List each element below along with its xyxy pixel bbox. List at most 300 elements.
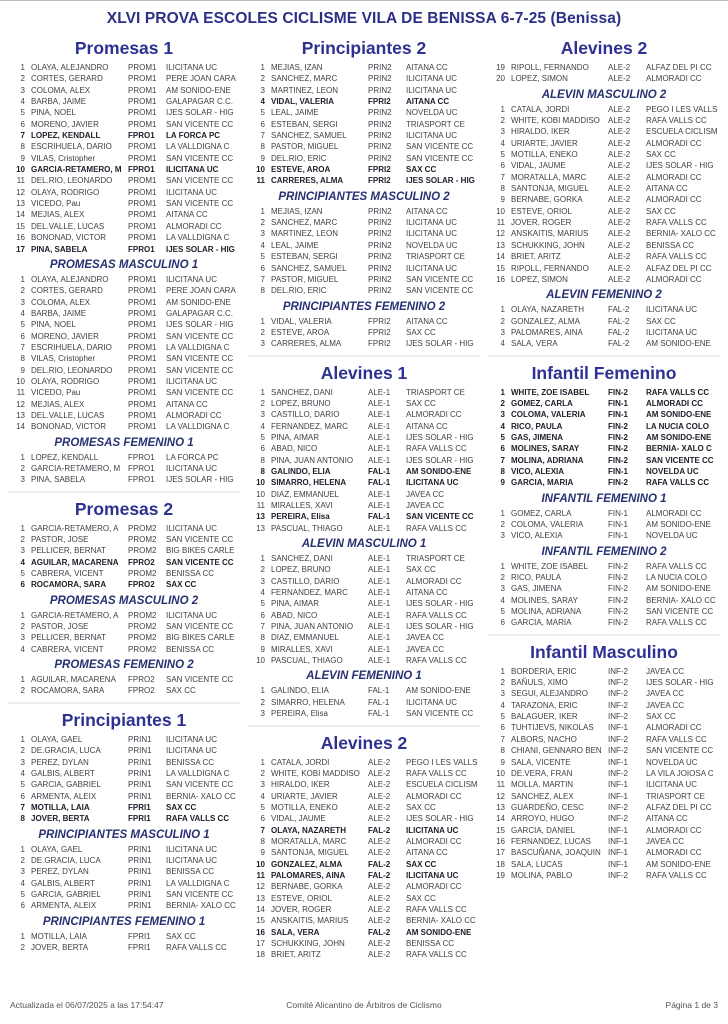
rider-name: MEJIAS, IZAN [271,206,323,216]
rider-name: HIRALDO, IKER [511,127,570,137]
rider-category: ALE-2 [608,127,631,137]
rider-club: ALMORADI CC [166,410,222,420]
rider-club: SAN VICENTE CC [406,274,474,284]
rider-number: 8 [20,354,25,364]
rider-name: VICO, ALEXIA [511,466,565,476]
rider-row [248,409,480,420]
section-alevin-femenino-2 [488,288,720,349]
rider-number: 3 [20,867,25,877]
rider-row [8,685,240,696]
rider-number: 19 [496,870,505,880]
rider-category: FAL-2 [608,305,630,315]
rider-name: ESTEVE, ORIOL [511,206,572,216]
rider-number: 17 [256,939,265,948]
rider-category: ALE-2 [368,836,391,846]
rider-row [248,881,480,892]
rider-row [488,443,720,454]
rider-list [248,685,480,719]
section-principiantes-masculino-1 [8,828,240,912]
rider-club: SAN VICENTE CC [406,142,474,152]
rider-name: RICO, PAULA [511,573,562,583]
rider-row [8,141,240,152]
rider-number: 1 [20,931,25,941]
rider-number: 12 [16,187,25,197]
rider-category: PRIN1 [128,791,152,801]
rider-name: BONONAD, VICTOR [31,233,106,243]
rider-row [8,153,240,164]
rider-number: 2 [260,697,265,707]
rider-row [8,187,240,198]
rider-row [488,409,720,420]
rider-row [248,632,480,643]
rider-category: FIN-1 [608,520,628,529]
rider-row [8,579,240,590]
rider-row [488,455,720,466]
rider-category: FPRI2 [368,97,391,107]
rider-number: 7 [20,342,25,352]
rider-club: IJES SOLAR - HIG [406,339,474,349]
rider-club: ILICITANA UC [646,780,697,790]
rider-number: 4 [20,97,25,107]
rider-number: 11 [496,218,505,228]
rider-club: JAVEA CC [646,666,685,676]
rider-name: BARBA, JAIME [31,97,87,107]
rider-number: 5 [500,712,505,722]
rider-category: INF-1 [608,825,628,835]
rider-number: 14 [16,422,25,432]
rider-club: ILICITANA UC [166,464,217,473]
rider-club: RAFA VALLS CC [406,768,467,778]
rider-row [488,711,720,722]
rider-club: ESCUELA CICLISM [646,127,718,137]
rider-name: ABAD, NICO [271,610,318,620]
rider-row [8,319,240,330]
section-title-alevin-masculino-2: ALEVIN MASCULINO 2 [541,88,667,101]
rider-name: CABRERA, VICENT [31,569,104,579]
rider-number: 4 [500,421,505,431]
rider-name: SCHUKKING, JOHN [511,240,585,250]
rider-number: 6 [260,263,265,273]
section-principiantes-1 [8,702,240,825]
rider-row [248,825,480,836]
rider-club: AM SONIDO-ENE [646,339,711,349]
rider-name: BRIET, ARITZ [511,252,561,262]
rider-club: GALAPAGAR C.C. [166,308,233,318]
rider-row [488,745,720,756]
rider-name: SANCHEZ, MARC [271,218,338,228]
rider-category: PRIN2 [368,286,392,296]
rider-club: JAVEA CC [646,689,685,699]
rider-category: FPRO2 [128,675,155,685]
rider-number: 15 [496,825,505,835]
rider-club: RAFA VALLS CC [406,904,467,914]
rider-club: IJES SOLAR - HIG [406,176,475,186]
rider-name: ESCRIHUELA, DARIO [31,142,112,152]
rider-category: FIN-1 [608,531,628,541]
rider-club: IJES SOLAR - HIG [406,599,474,609]
rider-category: PRIN2 [368,131,392,141]
rider-club: AM SONIDO-ENE [646,410,712,420]
rider-number: 9 [260,153,265,163]
section-title-principiantes-1: Principiantes 1 [61,709,187,730]
rider-number: 5 [500,607,505,617]
rider-number: 10 [256,859,265,869]
rider-name: PEREIRA, Elisa [271,709,328,719]
rider-category: ALE-1 [368,633,391,643]
rider-row [8,791,240,802]
rider-club: TRIASPORT CE [406,387,465,397]
rider-number: 2 [20,464,25,473]
rider-club: ALMORADI CC [406,791,462,801]
rider-club: IJES SOLAR - HIG [646,678,714,688]
rider-category: PROM2 [128,622,157,632]
rider-category: ALE-1 [368,565,391,575]
rider-row [8,900,240,911]
rider-name: MOTILLA, LAIA [31,802,90,812]
rider-name: CASTILLO, DARIO [271,576,340,586]
rider-row [248,141,480,152]
rider-category: PROM1 [128,320,157,330]
rider-category: ALE-2 [608,218,631,228]
rider-category: ALE-1 [368,644,391,654]
rider-club: ILICITANA UC [406,478,459,488]
rider-row [248,915,480,926]
rider-row [248,598,480,609]
rider-number: 2 [500,316,505,326]
rider-number: 2 [260,218,265,228]
rider-category: FPRO1 [128,475,155,485]
rider-name: DIAZ, EMMANUEL [271,633,340,643]
rider-name: LOPEZ, KENDALL [31,131,101,141]
section-title-alevines-1: Alevines 1 [320,362,408,383]
rider-category: PRIN2 [368,240,392,250]
rider-row [8,73,240,84]
rider-category: ALE-2 [368,904,391,914]
rider-row [488,768,720,779]
rider-number: 4 [500,700,505,710]
rider-category: ALE-2 [368,939,391,948]
rider-number: 3 [260,85,265,95]
rider-number: 1 [500,666,505,676]
rider-name: SANCHEZ, SAMUEL [271,131,347,141]
rider-category: PROM1 [128,342,157,352]
rider-club: PEGO I LES VALLS [406,757,478,767]
rider-category: FPRO2 [128,557,155,567]
rider-number: 8 [500,466,505,476]
rider-name: SIMARRO, HELENA [271,697,345,707]
rider-club: ALMORADI CC [166,221,222,231]
rider-club: SAX CC [646,712,676,722]
rider-club: ILICITANA UC [166,187,217,197]
rider-name: DEL.RIO, ERIC [271,153,327,163]
rider-category: PRIN1 [128,780,152,790]
section-title-principiantes-femenino-2: PRINCIPIANTES FEMENINO 2 [282,300,446,313]
rider-category: ALE-1 [368,410,391,420]
rider-name: GARCIA, GABRIEL [31,889,101,899]
rider-category: INF-2 [608,734,628,744]
rider-number: 1 [500,305,505,315]
rider-category: PROM1 [128,176,157,186]
rider-name: MEJIAS, ALEX [31,399,85,409]
rider-name: PASTOR, JOSE [31,535,89,545]
rider-row [8,232,240,243]
column-2 [248,34,480,961]
rider-category: INF-1 [608,848,628,858]
rider-number: 7 [260,825,265,835]
rider-name: COLOMA, VALERIA [511,520,584,529]
rider-club: SAN VICENTE CC [166,535,234,545]
rider-row [8,813,240,824]
rider-number: 13 [16,410,25,420]
rider-name: RICO, PAULA [511,421,563,431]
rider-number: 2 [500,520,505,529]
rider-name: SANCHEZ, DANI [271,387,333,397]
rider-row [488,722,720,733]
rider-club: SAN VICENTE CC [406,286,474,296]
rider-category: ALE-1 [368,622,391,632]
rider-row [8,802,240,813]
rider-number: 18 [496,859,505,869]
section-title-infantil-masculino: Infantil Masculino [530,641,678,662]
rider-name: AGUILAR, MACARENA [31,557,119,567]
rider-category: PROM1 [128,410,157,420]
rider-number: 11 [496,780,505,790]
rider-club: RAFA VALLS CC [646,387,710,397]
rider-category: FIN-2 [608,478,628,488]
rider-category: ALE-1 [368,432,391,442]
rider-number: 13 [256,523,265,533]
rider-club: ILICITANA UC [406,697,457,707]
rider-list [8,452,240,486]
rider-number: 8 [500,184,505,194]
rider-number: 4 [260,588,265,598]
rider-club: LA VALLDIGNA C [166,342,230,352]
rider-list [248,387,480,534]
rider-category: INF-2 [608,712,628,722]
rider-category: PROM1 [128,97,157,107]
rider-name: CORTES, GERARD [31,286,103,296]
rider-category: PRIN2 [368,85,392,95]
rider-number: 1 [20,675,25,685]
rider-name: COLOMA, VALERIA [511,410,586,420]
rider-category: ALE-2 [608,252,631,262]
rider-category: INF-1 [608,791,628,801]
rider-club: JAVEA CC [406,501,445,510]
rider-name: BERNABE, GORKA [271,882,343,892]
section-infantil-femenino-2 [488,545,720,629]
rider-number: 8 [20,142,25,152]
rider-name: GARCIA, DANIEL [511,825,576,835]
rider-row [488,466,720,477]
rider-row [8,365,240,376]
rider-club: BIG BIKES CARLE [166,633,235,643]
rider-club: ALMORADI CC [646,825,702,835]
rider-name: MOLINA, PABLO [511,870,573,880]
rider-name: WHITE, KOBI MADDISO [511,116,600,126]
rider-row [488,700,720,711]
rider-category: PROM1 [128,74,157,84]
rider-club: RAFA VALLS CC [406,656,467,666]
rider-name: DEL.RIO, LEONARDO [31,176,113,186]
rider-number: 1 [500,561,505,571]
rider-row [488,115,720,126]
rider-row [488,734,720,745]
rider-club: BERNIA- XALO CC [166,791,236,801]
rider-number: 14 [496,252,505,262]
rider-category: FIN-2 [608,561,628,571]
rider-category: PRIN1 [128,734,152,744]
rider-club: TRIASPORT CE [406,554,465,564]
rider-club: SAX CC [406,802,436,812]
rider-name: SANTONJA, MIGUEL [271,848,349,858]
rider-number: 5 [260,252,265,262]
rider-name: LEAL, JAIME [271,240,319,250]
rider-number: 6 [500,161,505,171]
rider-number: 16 [496,836,505,846]
rider-category: PROM1 [128,376,157,386]
rider-name: URIARTE, JAVIER [511,138,578,148]
rider-name: LOPEZ, BRUNO [271,398,331,408]
rider-list [8,274,240,433]
page-footer [0,1000,728,1010]
section-title-infantil-femenino-2: INFANTIL FEMENINO 2 [541,545,667,558]
rider-name: RIPOLL, FERNANDO [511,63,589,72]
column-1 [8,34,240,953]
rider-number: 3 [260,780,265,790]
rider-name: MARTINEZ, LEON [271,229,338,239]
rider-row [488,338,720,349]
rider-number: 3 [20,757,25,767]
rider-club: BENISSA CC [166,757,215,767]
rider-name: FERNANDEZ, MARC [271,421,348,431]
rider-list [248,206,480,297]
rider-name: DEL.RIO, LEONARDO [31,365,113,375]
rider-row [488,825,720,836]
rider-club: AM SONIDO-ENE [646,859,711,869]
rider-number: 3 [20,85,25,95]
rider-category: FPRO2 [128,686,155,696]
rider-number: 6 [500,618,505,628]
rider-category: FIN-2 [608,387,628,397]
rider-category: INF-1 [608,836,628,846]
rider-number: 2 [260,768,265,778]
rider-category: ALE-2 [608,116,631,126]
rider-club: SAX CC [406,165,437,175]
rider-club: IJES SOLAR - HIG [166,108,234,118]
rider-number: 6 [20,119,25,129]
rider-number: 1 [260,63,265,72]
rider-number: 10 [16,165,25,175]
rider-name: DEL.VALLE, LUCAS [31,410,105,420]
rider-number: 13 [16,199,25,209]
rider-club: SAN VICENTE CC [166,365,234,375]
rider-number: 3 [500,689,505,699]
rider-name: DE.VERA, FRAN [511,768,573,778]
rider-name: MEJIAS, IZAN [271,63,323,72]
rider-row [8,274,240,285]
rider-category: PROM2 [128,569,157,579]
rider-club: SAN VICENTE CC [166,780,234,790]
rider-category: PROM1 [128,142,157,152]
rider-club: SAX CC [646,316,676,326]
rider-row [488,398,720,409]
rider-category: INF-2 [608,678,628,688]
rider-row [488,274,720,285]
rider-name: DE.GRACIA, LUCA [31,746,101,756]
rider-name: SANCHEZ, DANI [271,554,333,564]
rider-category: ALE-2 [608,63,631,72]
rider-row [488,530,720,541]
section-title-alevines-2: Alevines 2 [320,732,408,753]
rider-category: PROM1 [128,365,157,375]
rider-name: GALINDO, ELIA [271,686,329,696]
rider-name: OLAYA, RODRIGO [31,376,100,386]
rider-number: 16 [496,274,505,284]
rider-number: 7 [500,172,505,182]
rider-category: FAL-2 [608,339,630,349]
section-infantil-masculino [488,634,720,882]
rider-number: 6 [20,331,25,341]
rider-row [488,519,720,530]
rider-row [488,304,720,315]
rider-club: BENISSA CC [646,240,695,250]
rider-name: DE.GRACIA, LUCA [31,855,101,865]
rider-number: 4 [260,791,265,801]
rider-category: INF-2 [608,700,628,710]
rider-club: JAVEA CC [646,836,685,846]
rider-club: SAX CC [406,327,436,337]
section-infantil-femenino [488,355,720,489]
rider-name: PINA, NOEL [31,108,76,118]
rider-name: SALA, LUCAS [511,859,563,869]
rider-row [248,387,480,398]
rider-club: RAFA VALLS CC [646,734,707,744]
rider-category: INF-2 [608,666,628,676]
rider-category: PROM1 [128,297,157,307]
rider-number: 4 [260,97,265,107]
rider-row [8,557,240,568]
rider-category: INF-1 [608,757,628,767]
section-title-alevin-femenino-2: ALEVIN FEMENINO 2 [546,289,662,302]
rider-category: FIN-2 [608,607,628,617]
section-principiantes-femenino-2 [248,300,480,350]
rider-category: ALE-1 [368,599,391,609]
rider-club: SAX CC [646,206,676,216]
rider-number: 9 [500,195,505,205]
rider-club: PERE JOAN CARA [166,286,236,296]
rider-club: RAFA VALLS CC [646,561,707,571]
rider-category: FPRO1 [128,244,155,254]
rider-row [488,316,720,327]
rider-row [248,938,480,949]
section-promesas-masculino-1 [8,258,240,433]
rider-name: PELLICER, BERNAT [31,633,106,643]
rider-name: LOPEZ, SIMON [511,274,568,284]
rider-list [8,734,240,825]
rider-club: SAN VICENTE CC [166,176,234,186]
section-alevines-2 [488,37,720,85]
column-3 [488,34,720,881]
rider-name: MOLINES, SARAY [511,444,580,454]
rider-category: ALE-2 [608,263,631,273]
rider-name: MOLINA, ADRIANA [511,455,584,465]
section-promesas-femenino-2 [8,658,240,697]
rider-number: 18 [256,950,265,960]
rider-category: ALE-2 [608,150,631,160]
rider-number: 7 [260,622,265,632]
rider-number: 6 [20,791,25,801]
rider-club: ILICITANA UC [166,376,217,386]
